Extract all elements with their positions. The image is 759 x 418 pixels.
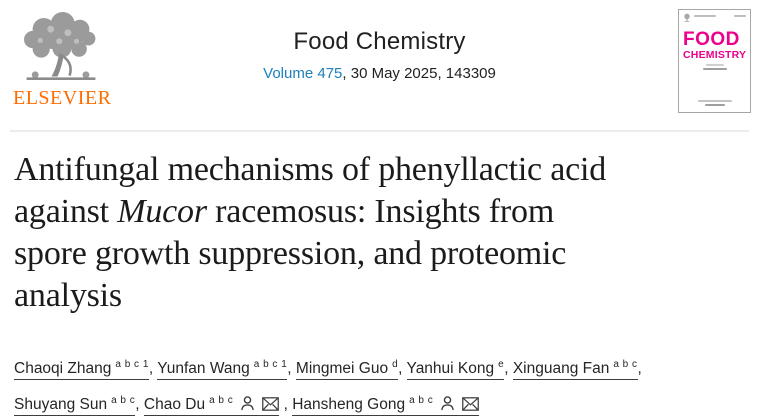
envelope-icon (462, 397, 479, 411)
journal-title[interactable]: Food Chemistry (293, 28, 466, 55)
volume-link[interactable]: Volume 475 (263, 65, 343, 82)
elsevier-wordmark: ELSEVIER (13, 87, 112, 109)
author-hansheng-gong[interactable] (292, 396, 479, 416)
title-line-4: analysis (14, 277, 122, 314)
envelope-icon (262, 397, 279, 411)
author-affiliations: e (498, 359, 505, 370)
person-icon (440, 395, 455, 411)
author-shuyang-sun[interactable] (14, 396, 135, 416)
cover-publisher-fineprint (679, 100, 750, 106)
author-chaoqi-zhang[interactable] (14, 360, 149, 380)
cover-fineprint (694, 15, 716, 17)
author-mingmei-guo[interactable] (296, 360, 398, 380)
author-separator: , (287, 360, 296, 377)
author-name: Chaoqi Zhang (14, 360, 112, 377)
author-separator: , (279, 396, 293, 413)
author-name: Yanhui Kong (406, 360, 495, 377)
author-affiliations: a b c (209, 395, 234, 406)
author-name: Hansheng Gong (292, 396, 406, 413)
cover-title-chemistry: CHEMISTRY (683, 49, 747, 61)
author-affiliations: a b c 1 (115, 359, 149, 370)
title-line-1: Antifungal mechanisms of phenyllactic acid (14, 151, 607, 188)
author-affiliations: a b c (111, 395, 136, 406)
author-separator: , (398, 360, 407, 377)
cover-masthead (683, 13, 746, 23)
author-name: Shuyang Sun (14, 396, 108, 413)
title-line-2: against Mucor racemosus: Insights from (14, 193, 555, 230)
elsevier-logo[interactable] (13, 12, 112, 110)
author-chao-du[interactable] (144, 396, 279, 416)
cover-title-food: FOOD (683, 29, 740, 50)
title-line-3: spore growth suppression, and proteomic (14, 235, 567, 272)
author-name: Mingmei Guo (295, 360, 389, 377)
journal-banner (0, 0, 759, 130)
author-affiliations: d (392, 359, 399, 370)
person-icon (240, 395, 255, 411)
cover-editor-fineprint (683, 64, 746, 70)
issue-info: , 30 May 2025, 143309 (342, 65, 496, 82)
author-affiliations: a b c (613, 359, 638, 370)
journal-cover-thumbnail[interactable] (678, 9, 751, 113)
header-divider (10, 130, 749, 132)
cover-tree-icon (683, 13, 691, 23)
author-yanhui-kong[interactable] (407, 360, 505, 380)
author-separator: , (637, 360, 642, 377)
author-separator: , (504, 360, 513, 377)
author-name: Yunfan Wang (157, 360, 250, 377)
author-separator: , (135, 396, 144, 413)
author-affiliations: a b c (409, 395, 434, 406)
author-list (14, 352, 745, 418)
article-title (14, 149, 745, 317)
cover-fineprint (734, 15, 746, 17)
author-yunfan-wang[interactable] (157, 360, 287, 380)
journal-meta (0, 0, 759, 82)
author-name: Xinguang Fan (512, 360, 610, 377)
elsevier-tree-icon (17, 12, 105, 86)
author-name: Chao Du (143, 396, 206, 413)
author-affiliations: a b c 1 (253, 359, 288, 370)
author-xinguang-fan[interactable] (513, 360, 638, 380)
author-separator: , (148, 360, 158, 377)
journal-issue-line (0, 65, 759, 82)
